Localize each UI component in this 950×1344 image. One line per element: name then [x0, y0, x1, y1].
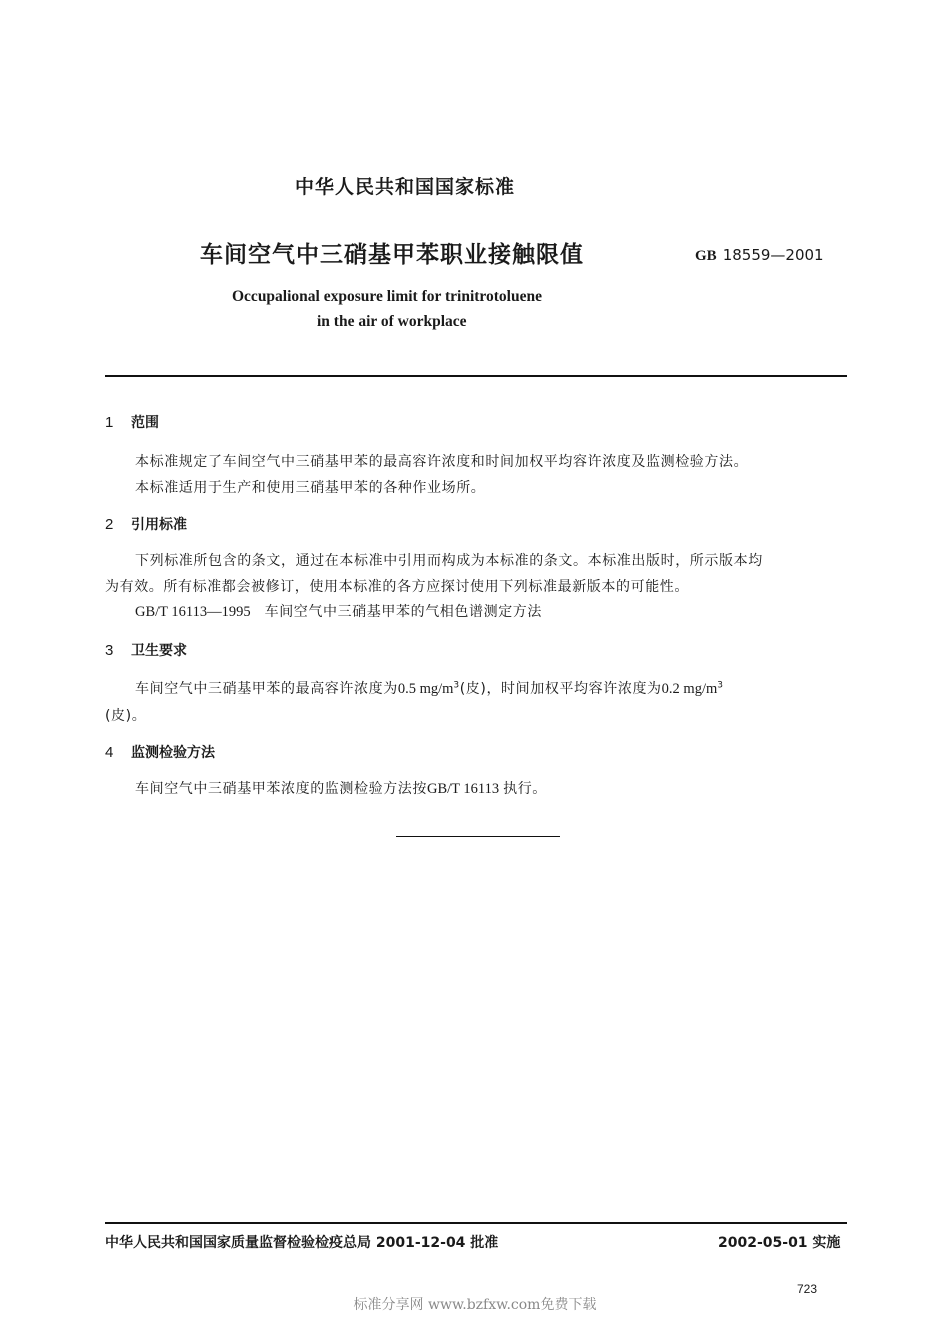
document-title-en-line1: Occupalional exposure limit for trinitrotoluene [232, 288, 542, 305]
section-1-paragraph-2: 本标准适用于生产和使用三硝基甲苯的各种作业场所。 [135, 480, 486, 496]
section-3-text-a: 车间空气中三硝基甲苯的最高容许浓度为 [135, 681, 398, 697]
section-1-number: 1 [105, 414, 114, 431]
section-1-paragraph-1: 本标准规定了车间空气中三硝基甲苯的最高容许浓度和时间加权平均容许浓度及监测检验方法。 [135, 454, 749, 470]
national-standard-heading: 中华人民共和国国家标准 [294, 176, 515, 198]
approval-line: 中华人民共和国国家质量监督检验检疫总局 2001-12-04 批准 [105, 1235, 499, 1251]
end-of-text-rule [396, 836, 560, 837]
section-2-number: 2 [105, 516, 114, 533]
header-divider [105, 375, 847, 377]
standard-code [695, 246, 824, 265]
method-code: GB/T 16113 [427, 781, 500, 797]
section-2-paragraph-line1: 下列标准所包含的条文，通过在本标准中引用而构成为本标准的条文。本标准出版时，所示版本均 [135, 553, 763, 569]
section-4-number: 4 [105, 744, 114, 761]
unit-exponent-2: 3 [717, 680, 724, 691]
section-3-text-b: (皮)，时间加权平均容许浓度为 [459, 681, 662, 697]
section-4-text-b: 执行。 [503, 781, 547, 797]
effective-date: 2002-05-01 实施 [718, 1235, 841, 1251]
section-3-paragraph-line1 [135, 678, 724, 698]
section-3-paragraph-line2: (皮)。 [105, 708, 147, 724]
section-3-heading [105, 640, 187, 660]
section-1-title: 范围 [131, 415, 159, 431]
reference-title: 车间空气中三硝基甲苯的气相色谱测定方法 [264, 604, 543, 620]
section-4-paragraph [135, 778, 547, 798]
twa-concentration-value: 0.2 mg/m [661, 681, 718, 697]
section-2-paragraph-line2: 为有效。所有标准都会被修订，使用本标准的各方应探讨使用下列标准最新版本的可能性。 [105, 579, 689, 595]
section-4-heading [105, 742, 215, 762]
section-2-reference [135, 601, 542, 621]
section-3-number: 3 [105, 642, 114, 659]
standard-code-number: 18559—2001 [722, 246, 824, 264]
document-title-cn: 车间空气中三硝基甲苯职业接触限值 [200, 242, 584, 268]
section-2-heading [105, 514, 187, 534]
section-4-title: 监测检验方法 [131, 745, 215, 761]
section-4-text-a: 车间空气中三硝基甲苯浓度的监测检验方法按 [135, 781, 427, 797]
section-2-title: 引用标准 [131, 517, 187, 533]
section-3-title: 卫生要求 [131, 643, 187, 659]
unit-exponent-1: 3 [453, 680, 460, 691]
standard-code-prefix: GB [695, 248, 717, 264]
max-concentration-value: 0.5 mg/m [397, 681, 454, 697]
watermark: 标准分享网 www.bzfxw.com免费下载 [353, 1297, 597, 1313]
section-1-heading [105, 412, 159, 432]
footer-divider [105, 1222, 847, 1224]
page-number: 723 [797, 1282, 818, 1296]
document-title-en-line2: in the air of workplace [317, 313, 467, 330]
reference-code: GB/T 16113—1995 [135, 604, 251, 620]
